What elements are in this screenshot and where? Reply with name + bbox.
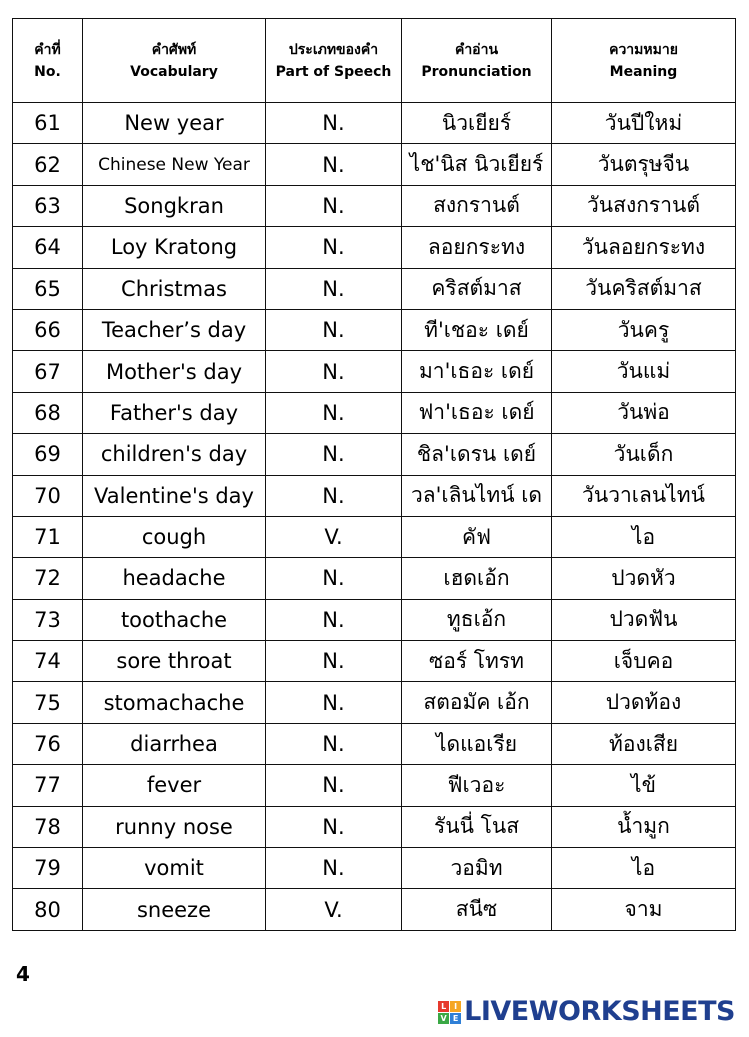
row-meaning: น้ำมูก bbox=[552, 806, 736, 847]
table-row bbox=[13, 806, 736, 847]
row-vocabulary: cough bbox=[83, 516, 266, 557]
header-no bbox=[13, 19, 83, 103]
table-body bbox=[13, 103, 736, 931]
row-no: 66 bbox=[13, 309, 83, 350]
row-part-of-speech: N. bbox=[266, 103, 402, 144]
row-vocabulary: Mother's day bbox=[83, 351, 266, 392]
row-pronunciation: ลอยกระทง bbox=[402, 227, 552, 268]
row-no: 76 bbox=[13, 723, 83, 764]
row-no: 80 bbox=[13, 889, 83, 930]
table-row bbox=[13, 682, 736, 723]
row-part-of-speech: N. bbox=[266, 185, 402, 226]
row-meaning: ปวดหัว bbox=[552, 558, 736, 599]
row-part-of-speech: N. bbox=[266, 434, 402, 475]
row-pronunciation: สงกรานต์ bbox=[402, 185, 552, 226]
row-part-of-speech: N. bbox=[266, 848, 402, 889]
row-pronunciation: ฟีเวอะ bbox=[402, 765, 552, 806]
row-meaning: วันวาเลนไทน์ bbox=[552, 475, 736, 516]
row-vocabulary: stomachache bbox=[83, 682, 266, 723]
page-number: 4 bbox=[16, 962, 30, 986]
row-part-of-speech: V. bbox=[266, 889, 402, 930]
row-pronunciation: ทูธเอ้ก bbox=[402, 599, 552, 640]
row-meaning: วันลอยกระทง bbox=[552, 227, 736, 268]
row-meaning: วันสงกรานต์ bbox=[552, 185, 736, 226]
row-vocabulary: Loy Kratong bbox=[83, 227, 266, 268]
table-row bbox=[13, 765, 736, 806]
row-no: 77 bbox=[13, 765, 83, 806]
row-no: 62 bbox=[13, 144, 83, 185]
worksheet bbox=[12, 18, 735, 931]
row-no: 61 bbox=[13, 103, 83, 144]
row-no: 70 bbox=[13, 475, 83, 516]
row-vocabulary: Father's day bbox=[83, 392, 266, 433]
row-vocabulary: New year bbox=[83, 103, 266, 144]
row-pronunciation: นิวเยียร์ bbox=[402, 103, 552, 144]
row-meaning: วันปีใหม่ bbox=[552, 103, 736, 144]
header-meaning-english: Meaning bbox=[609, 63, 678, 80]
row-no: 65 bbox=[13, 268, 83, 309]
header-part-of-speech-english: Part of Speech bbox=[275, 63, 392, 80]
header-meaning-thai: ความหมาย bbox=[609, 41, 678, 58]
row-meaning: ท้องเสีย bbox=[552, 723, 736, 764]
row-no: 64 bbox=[13, 227, 83, 268]
row-pronunciation: เฮดเอ้ก bbox=[402, 558, 552, 599]
row-meaning: วันครู bbox=[552, 309, 736, 350]
table-row bbox=[13, 516, 736, 557]
row-part-of-speech: N. bbox=[266, 227, 402, 268]
row-pronunciation: รันนี่ โนส bbox=[402, 806, 552, 847]
row-part-of-speech: N. bbox=[266, 682, 402, 723]
row-pronunciation: สตอมัค เอ้ก bbox=[402, 682, 552, 723]
row-pronunciation: คัฟ bbox=[402, 516, 552, 557]
table-row bbox=[13, 268, 736, 309]
row-pronunciation: วอมิท bbox=[402, 848, 552, 889]
logo-letter-l: L bbox=[438, 1001, 449, 1012]
table-row bbox=[13, 309, 736, 350]
header-row bbox=[13, 19, 736, 103]
row-vocabulary: fever bbox=[83, 765, 266, 806]
row-no: 72 bbox=[13, 558, 83, 599]
table-row bbox=[13, 889, 736, 930]
header-vocabulary-english: Vocabulary bbox=[130, 63, 218, 80]
header-pronunciation-english: Pronunciation bbox=[421, 63, 532, 80]
row-vocabulary: headache bbox=[83, 558, 266, 599]
row-part-of-speech: N. bbox=[266, 641, 402, 682]
header-vocabulary-thai: คำศัพท์ bbox=[151, 41, 197, 58]
header-part-of-speech-thai: ประเภทของคำ bbox=[288, 41, 379, 58]
row-part-of-speech: N. bbox=[266, 599, 402, 640]
liveworksheets-logo-icon bbox=[438, 1001, 461, 1024]
row-no: 63 bbox=[13, 185, 83, 226]
row-part-of-speech: N. bbox=[266, 806, 402, 847]
row-part-of-speech: N. bbox=[266, 351, 402, 392]
row-pronunciation: วล'เลินไทน์ เด bbox=[402, 475, 552, 516]
row-meaning: ไอ bbox=[552, 516, 736, 557]
row-meaning: วันพ่อ bbox=[552, 392, 736, 433]
row-no: 73 bbox=[13, 599, 83, 640]
row-vocabulary: Christmas bbox=[83, 268, 266, 309]
row-pronunciation: ชิล'เดรน เดย์ bbox=[402, 434, 552, 475]
header-meaning bbox=[552, 19, 736, 103]
header-part-of-speech bbox=[266, 19, 402, 103]
header-no-english: No. bbox=[34, 63, 61, 80]
row-vocabulary: vomit bbox=[83, 848, 266, 889]
header-no-thai: คำที่ bbox=[34, 41, 61, 58]
row-meaning: เจ็บคอ bbox=[552, 641, 736, 682]
row-meaning: จาม bbox=[552, 889, 736, 930]
liveworksheets-wordmark: LIVEWORKSHEETS bbox=[464, 996, 735, 1027]
table-row bbox=[13, 185, 736, 226]
row-pronunciation: ที'เชอะ เดย์ bbox=[402, 309, 552, 350]
row-part-of-speech: V. bbox=[266, 516, 402, 557]
table-row bbox=[13, 475, 736, 516]
row-meaning: วันตรุษจีน bbox=[552, 144, 736, 185]
table-row bbox=[13, 641, 736, 682]
header-pronunciation-thai: คำอ่าน bbox=[454, 41, 499, 58]
row-vocabulary: toothache bbox=[83, 599, 266, 640]
vocabulary-table bbox=[12, 18, 736, 931]
row-pronunciation: สนีซ bbox=[402, 889, 552, 930]
header-vocabulary bbox=[83, 19, 266, 103]
row-no: 78 bbox=[13, 806, 83, 847]
row-meaning: ไอ bbox=[552, 848, 736, 889]
row-no: 74 bbox=[13, 641, 83, 682]
row-meaning: วันเด็ก bbox=[552, 434, 736, 475]
row-part-of-speech: N. bbox=[266, 765, 402, 806]
row-vocabulary: children's day bbox=[83, 434, 266, 475]
logo-letter-v: V bbox=[438, 1013, 449, 1024]
row-meaning: วันคริสต์มาส bbox=[552, 268, 736, 309]
row-meaning: วันแม่ bbox=[552, 351, 736, 392]
row-no: 75 bbox=[13, 682, 83, 723]
table-row bbox=[13, 351, 736, 392]
row-no: 68 bbox=[13, 392, 83, 433]
table-row bbox=[13, 723, 736, 764]
row-vocabulary: Valentine's day bbox=[83, 475, 266, 516]
header-pronunciation bbox=[402, 19, 552, 103]
row-pronunciation: ไช'นิส นิวเยียร์ bbox=[402, 144, 552, 185]
row-no: 71 bbox=[13, 516, 83, 557]
row-vocabulary: Teacher’s day bbox=[83, 309, 266, 350]
row-part-of-speech: N. bbox=[266, 309, 402, 350]
table-row bbox=[13, 558, 736, 599]
row-vocabulary: sneeze bbox=[83, 889, 266, 930]
row-no: 67 bbox=[13, 351, 83, 392]
row-meaning: ปวดฟัน bbox=[552, 599, 736, 640]
row-part-of-speech: N. bbox=[266, 475, 402, 516]
table-row bbox=[13, 144, 736, 185]
row-part-of-speech: N. bbox=[266, 558, 402, 599]
row-meaning: ปวดท้อง bbox=[552, 682, 736, 723]
row-vocabulary: runny nose bbox=[83, 806, 266, 847]
row-part-of-speech: N. bbox=[266, 723, 402, 764]
row-part-of-speech: N. bbox=[266, 144, 402, 185]
table-row bbox=[13, 599, 736, 640]
table-header bbox=[13, 19, 736, 103]
row-no: 69 bbox=[13, 434, 83, 475]
row-meaning: ไข้ bbox=[552, 765, 736, 806]
logo-letter-i: I bbox=[450, 1001, 461, 1012]
row-no: 79 bbox=[13, 848, 83, 889]
table-row bbox=[13, 848, 736, 889]
row-part-of-speech: N. bbox=[266, 268, 402, 309]
row-pronunciation: ฟา'เธอะ เดย์ bbox=[402, 392, 552, 433]
row-pronunciation: ไดแอเรีย bbox=[402, 723, 552, 764]
logo-letter-e: E bbox=[450, 1013, 461, 1024]
row-vocabulary: sore throat bbox=[83, 641, 266, 682]
row-vocabulary: diarrhea bbox=[83, 723, 266, 764]
liveworksheets-logo[interactable] bbox=[438, 997, 735, 1027]
table-row bbox=[13, 227, 736, 268]
row-vocabulary: Chinese New Year bbox=[83, 144, 266, 185]
table-row bbox=[13, 392, 736, 433]
row-pronunciation: ซอร์ โทรท bbox=[402, 641, 552, 682]
row-part-of-speech: N. bbox=[266, 392, 402, 433]
row-vocabulary: Songkran bbox=[83, 185, 266, 226]
table-row bbox=[13, 434, 736, 475]
table-row bbox=[13, 103, 736, 144]
row-pronunciation: คริสต์มาส bbox=[402, 268, 552, 309]
row-pronunciation: มา'เธอะ เดย์ bbox=[402, 351, 552, 392]
